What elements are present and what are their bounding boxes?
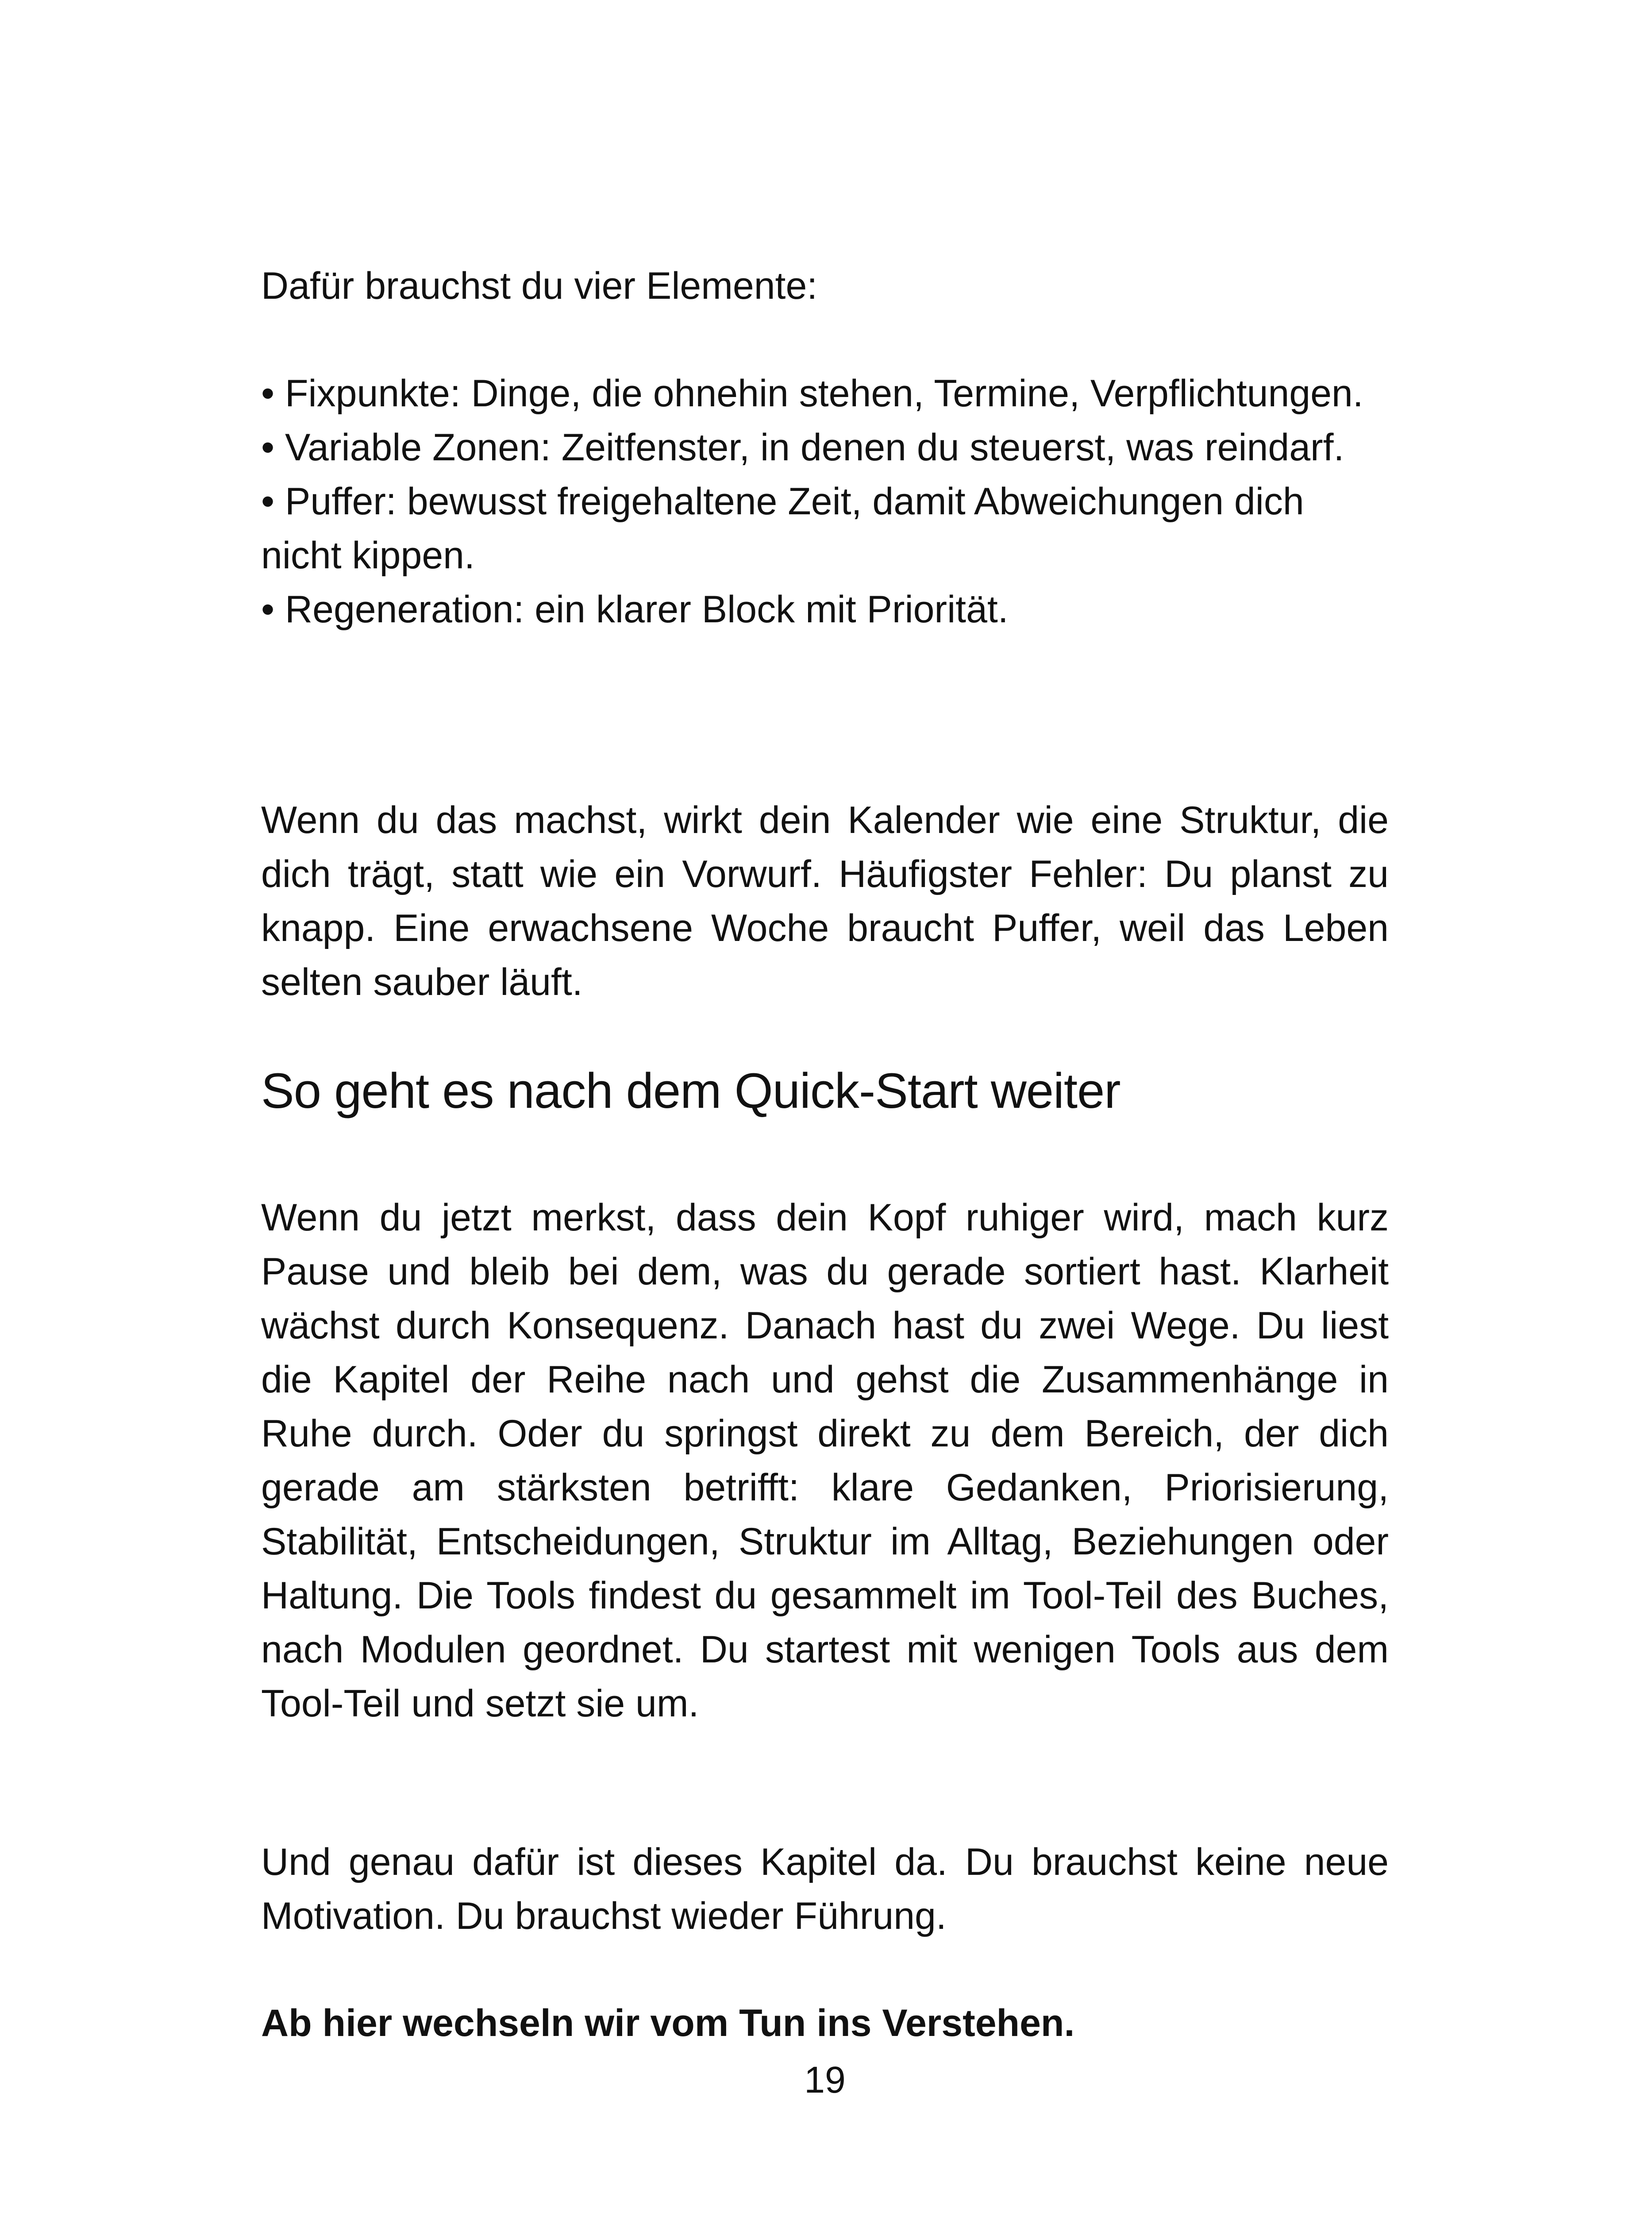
chapter-purpose-paragraph: Und genau dafür ist dieses Kapitel da. Du brauchst keine neue Motivation. Du brauchst wieder Führung. <box>261 1841 1389 1937</box>
bullet-icon: • <box>261 372 275 415</box>
bullet-icon: • <box>261 588 275 631</box>
next-steps-paragraph: Wenn du jetzt merkst, dass dein Kopf ruhiger wird, mach kurz Pause und bleib bei dem, was du gerade sortiert hast. Klarheit wächst durch Konsequenz. Danach hast du zwei Wege. Du liest die Kapitel der Reihe nach und gehst die Zusammenhänge in Ruhe durch. Oder du springst direkt zu dem Bereich, der dich gerade am stärksten betrifft: klare Gedanken, Priorisierung, Stabilität, Entscheidungen, Struktur im Alltag, Beziehungen oder Haltung. Die Tools findest du gesammelt im Tool-Teil des Buches, nach Modulen geordnet. Du startest mit wenigen Tools aus dem Tool-Teil und setzt sie um. <box>261 1196 1389 1725</box>
book-page <box>261 0 1389 2213</box>
list-item-text: Variable Zonen: Zeitfenster, in denen du steuerst, was reindarf. <box>285 426 1344 469</box>
list-item-text: Regeneration: ein klarer Block mit Priorität. <box>285 588 1009 631</box>
section-heading: So geht es nach dem Quick-Start weiter <box>261 1063 1121 1118</box>
elements-list <box>261 366 1389 636</box>
list-item-text: Puffer: bewusst freigehaltene Zeit, damit Abweichungen dich nicht kippen. <box>261 480 1304 577</box>
closing-statement: Ab hier wechseln wir vom Tun ins Verstehen. <box>261 2002 1075 2044</box>
list-item <box>261 420 1389 474</box>
list-item <box>261 474 1389 582</box>
bullet-icon: • <box>261 480 275 523</box>
list-item <box>261 366 1389 420</box>
list-item <box>261 582 1389 636</box>
bullet-icon: • <box>261 426 275 469</box>
calendar-paragraph: Wenn du das machst, wirkt dein Kalender wie eine Struktur, die dich trägt, statt wie ein Vorwurf. Häufigster Fehler: Du planst zu knapp. Eine erwachsene Woche braucht Puffer, weil das Leben selten sauber läuft. <box>261 799 1389 1003</box>
intro-sentence: Dafür brauchst du vier Elemente: <box>261 265 818 307</box>
page-number: 19 <box>804 2059 846 2101</box>
list-item-text: Fixpunkte: Dinge, die ohnehin stehen, Termine, Verpflichtungen. <box>285 372 1363 415</box>
